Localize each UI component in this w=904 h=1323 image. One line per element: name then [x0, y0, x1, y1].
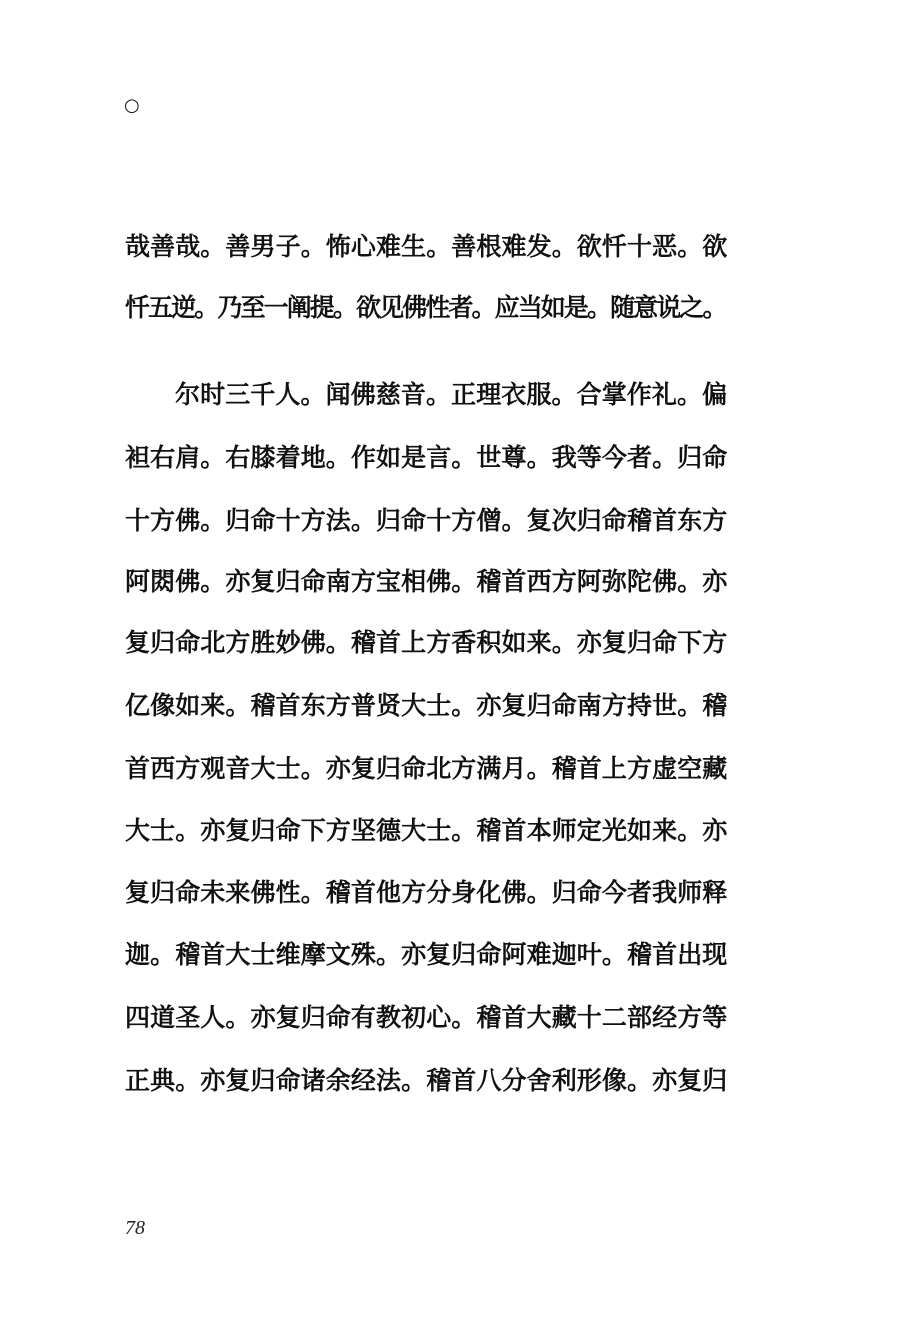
text-line: 迦。稽首大士维摩文殊。亦复归命阿难迦叶。稽首出现: [125, 940, 728, 969]
text-line: 大士。亦复归命下方坚德大士。稽首本师定光如来。亦: [125, 816, 728, 845]
text-line: 四道圣人。亦复归命有教初心。稽首大藏十二部经方等: [125, 1003, 728, 1032]
end-mark: ○: [124, 95, 140, 116]
text-line: 亿像如来。稽首东方普贤大士。亦复归命南方持世。稽: [125, 691, 728, 720]
text-line: 十方佛。归命十方法。归命十方僧。复次归命稽首东方: [125, 506, 728, 535]
text-line: 袒右肩。右膝着地。作如是言。世尊。我等今者。归命: [125, 443, 728, 472]
text-line: 复归命未来佛性。稽首他方分身化佛。归命今者我师释: [125, 878, 728, 907]
text-line: 忏五逆。乃至一阐提。欲见佛性者。应当如是。随意说之。: [125, 293, 726, 322]
text-line: 阿閦佛。亦复归命南方宝相佛。稽首西方阿弥陀佛。亦: [125, 567, 728, 596]
text-line: 复归命北方胜妙佛。稽首上方香积如来。亦复归命下方: [125, 628, 728, 657]
text-line: 首西方观音大士。亦复归命北方满月。稽首上方虚空藏: [125, 754, 728, 783]
text-line: 正典。亦复归命诸余经法。稽首八分舍利形像。亦复归: [125, 1066, 728, 1095]
page-number: 78: [125, 1217, 145, 1239]
text-line: 尔时三千人。闻佛慈音。正理衣服。合掌作礼。偏: [175, 380, 728, 409]
text-line: 哉善哉。善男子。怖心难生。善根难发。欲忏十恶。欲: [125, 232, 728, 261]
